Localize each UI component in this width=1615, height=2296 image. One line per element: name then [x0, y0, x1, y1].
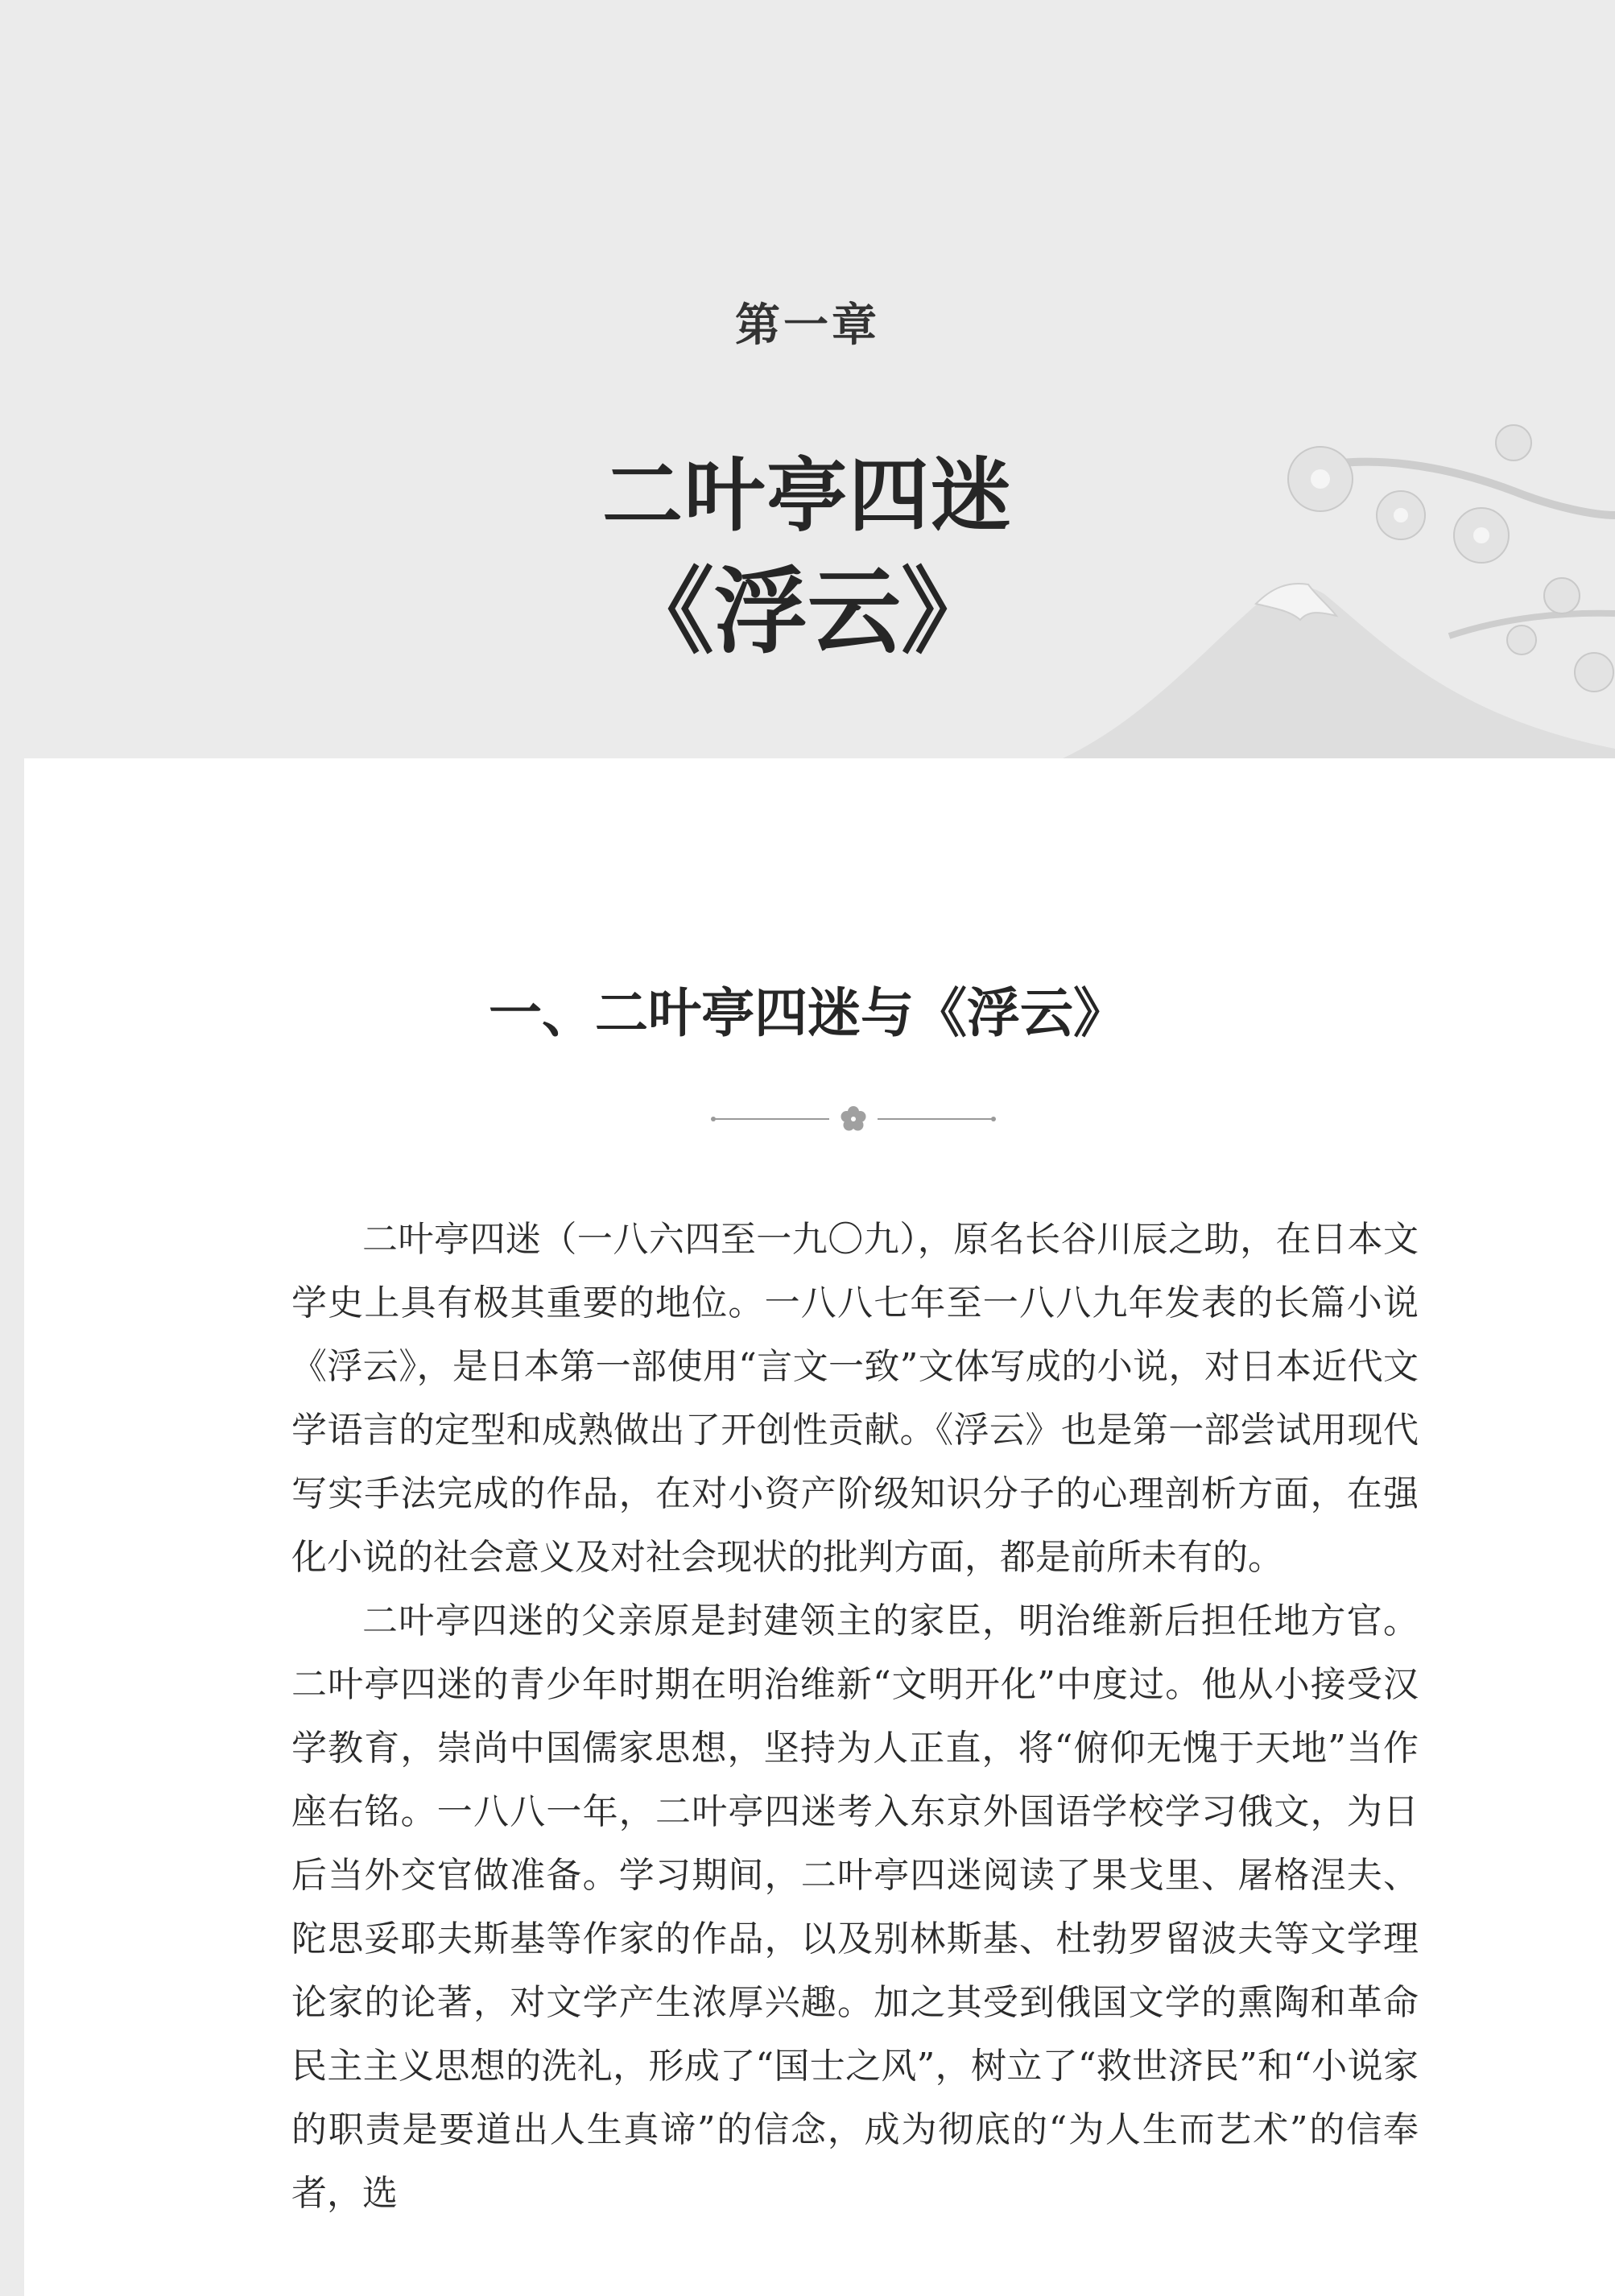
paragraph-2: 二叶亭四迷的父亲原是封建领主的家臣，明治维新后担任地方官。二叶亭四迷的青少年时期在明治维新“文明开化”中度过。他从小接受汉学教育，崇尚中国儒家思想，坚持为人正直，将“俯仰无愧于天地”当作座右铭。一八八一年，二叶亭四迷考入东京外国语学校学习俄文，为日后当外交官做准备。学习期间，二叶亭四迷阅读了果戈里、屠格涅夫、陀思妥耶夫斯基等作家的作品，以及别林斯基、杜勃罗留波夫等文学理论家的论著，对文学产生浓厚兴趣。加之其受到俄国文学的熏陶和革命民主主义思想的洗礼，形成了“国士之风”，树立了“救世济民”和“小说家的职责是要道出人生真谛”的信念，成为彻底的“为人生而艺术”的信奉者，选 — [291, 1600, 1419, 2214]
flower-divider-ornament — [708, 1103, 998, 1135]
body-text — [291, 1208, 1419, 2225]
paragraph-1: 二叶亭四迷（一八六四至一九〇九），原名长谷川辰之助，在日本文学史上具有极其重要的地位。一八八七年至一八八九年发表的长篇小说《浮云》，是日本第一部使用“言文一致”文体写成的小说，对日本近代文学语言的定型和成熟做出了开创性贡献。《浮云》也是第一部尝试用现代写实手法完成的作品，在对小资产阶级知识分子的心理剖析方面，在强化小说的社会意义及对社会现状的批判方面，都是前所未有的。 — [291, 1219, 1419, 1578]
chapter-title: 二叶亭四迷 — [602, 448, 1013, 543]
section-heading: 一、二叶亭四迷与《浮云》 — [489, 981, 1126, 1044]
chapter-label: 第一章 — [735, 299, 880, 352]
chapter-work-title: 《浮云》 — [621, 557, 994, 667]
